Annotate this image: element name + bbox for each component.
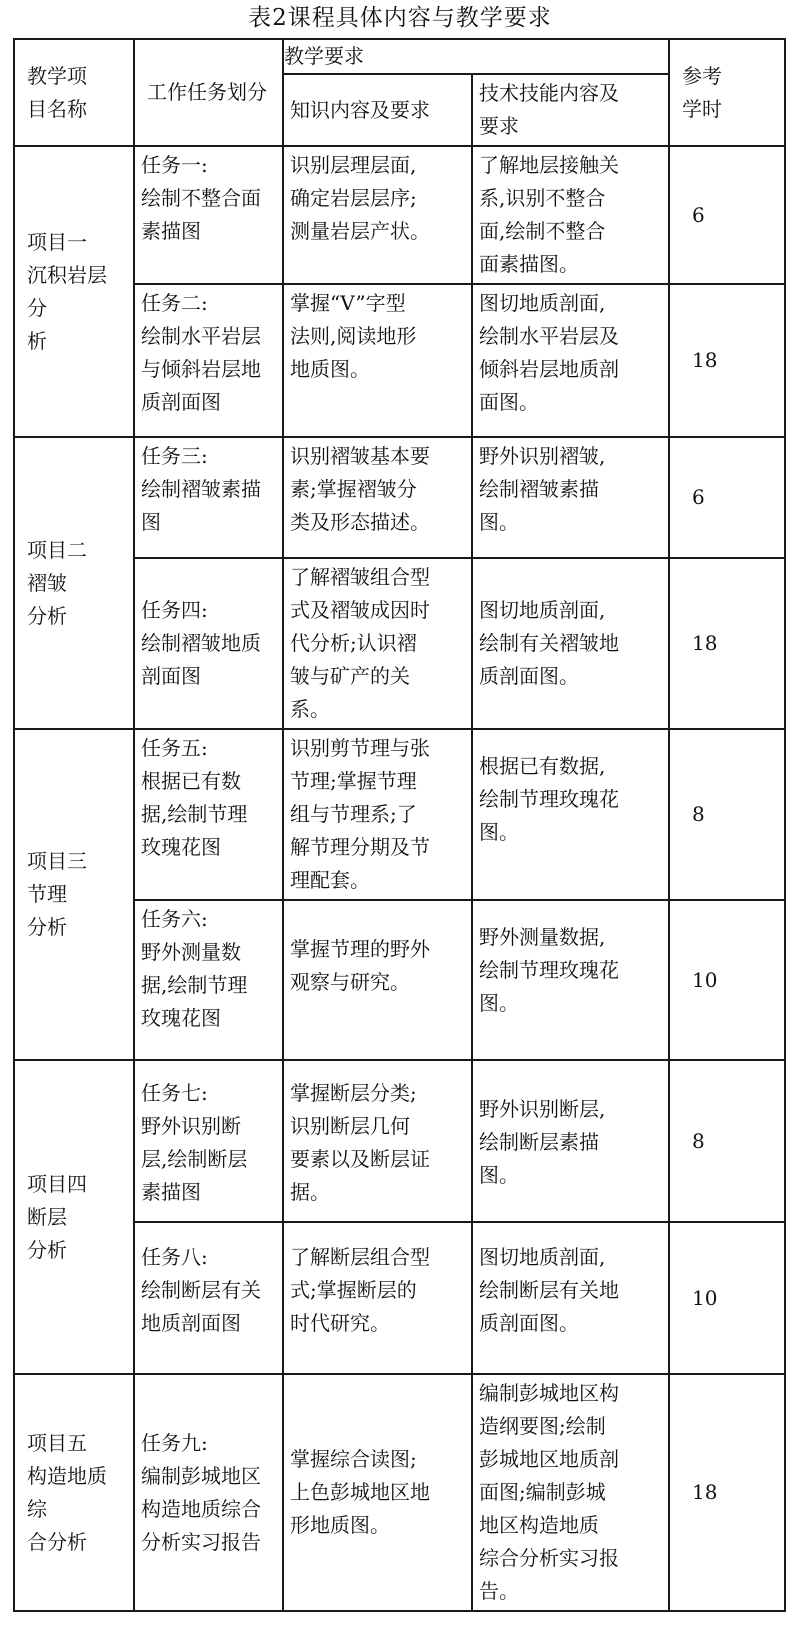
task-cell: 任务三: 绘制褶皱素描 图 (134, 437, 283, 558)
skill-cell: 野外识别断层, 绘制断层素描 图。 (472, 1060, 669, 1222)
hours-cell: 6 (669, 146, 785, 284)
knowledge-cell: 掌握节理的野外 观察与研究。 (283, 900, 472, 1060)
knowledge-cell: 掌握断层分类; 识别断层几何 要素以及断层证 据。 (283, 1060, 472, 1222)
task-cell: 任务四: 绘制褶皱地质 剖面图 (134, 558, 283, 729)
task-cell: 任务二: 绘制水平岩层 与倾斜岩层地 质剖面图 (134, 284, 283, 437)
project-name: 项目四 断层 分析 (14, 1060, 134, 1374)
skill-cell: 图切地质剖面, 绘制断层有关地 质剖面图。 (472, 1222, 669, 1374)
table-title: 表2课程具体内容与教学要求 (248, 5, 552, 31)
knowledge-cell: 掌握综合读图; 上色彭城地区地 形地质图。 (283, 1374, 472, 1611)
skill-cell: 图切地质剖面, 绘制水平岩层及 倾斜岩层地质剖 面图。 (472, 284, 669, 437)
hours-cell: 18 (669, 284, 785, 437)
header-knowledge: 知识内容及要求 (283, 74, 472, 146)
hours-cell: 10 (669, 900, 785, 1060)
hours-cell: 10 (669, 1222, 785, 1374)
skill-cell: 野外识别褶皱, 绘制褶皱素描 图。 (472, 437, 669, 558)
hours-cell: 8 (669, 1060, 785, 1222)
knowledge-cell: 了解褶皱组合型 式及褶皱成因时 代分析;认识褶 皱与矿产的关 系。 (283, 558, 472, 729)
hours-cell: 6 (669, 437, 785, 558)
task-cell: 任务九: 编制彭城地区 构造地质综合 分析实习报告 (134, 1374, 283, 1611)
skill-cell: 根据已有数据, 绘制节理玫瑰花 图。 (472, 729, 669, 900)
knowledge-cell: 掌握“V”字型 法则,阅读地形 地质图。 (283, 284, 472, 437)
hours-cell: 18 (669, 1374, 785, 1611)
knowledge-cell: 了解断层组合型 式;掌握断层的 时代研究。 (283, 1222, 472, 1374)
knowledge-cell: 识别褶皱基本要 素;掌握褶皱分 类及形态描述。 (283, 437, 472, 558)
skill-cell: 野外测量数据, 绘制节理玫瑰花 图。 (472, 900, 669, 1060)
project-name: 项目五 构造地质综 合分析 (14, 1374, 134, 1611)
task-cell: 任务一: 绘制不整合面 素描图 (134, 146, 283, 284)
header-project: 教学项 目名称 (14, 39, 134, 146)
skill-cell: 了解地层接触关 系,识别不整合 面,绘制不整合 面素描图。 (472, 146, 669, 284)
course-content-table (13, 38, 786, 1612)
project-name: 项目一 沉积岩层分 析 (14, 146, 134, 437)
header-hours: 参考 学时 (669, 39, 785, 146)
hours-cell: 8 (669, 729, 785, 900)
project-name: 项目二 褶皱 分析 (14, 437, 134, 729)
header-task: 工作任务划分 (134, 39, 283, 146)
skill-cell: 图切地质剖面, 绘制有关褶皱地 质剖面图。 (472, 558, 669, 729)
knowledge-cell: 识别层理层面, 确定岩层层序; 测量岩层产状。 (283, 146, 472, 284)
hours-cell: 18 (669, 558, 785, 729)
header-skill: 技术技能内容及 要求 (472, 74, 669, 146)
skill-cell: 编制彭城地区构 造纲要图;绘制 彭城地区地质剖 面图;编制彭城 地区构造地质 综合分析实习报 告。 (472, 1374, 669, 1611)
knowledge-cell: 识别剪节理与张 节理;掌握节理 组与节理系;了 解节理分期及节 理配套。 (283, 729, 472, 900)
task-cell: 任务五: 根据已有数 据,绘制节理 玫瑰花图 (134, 729, 283, 900)
task-cell: 任务七: 野外识别断 层,绘制断层 素描图 (134, 1060, 283, 1222)
task-cell: 任务六: 野外测量数 据,绘制节理 玫瑰花图 (134, 900, 283, 1060)
header-teaching: 教学要求 (283, 39, 669, 74)
task-cell: 任务八: 绘制断层有关 地质剖面图 (134, 1222, 283, 1374)
project-name: 项目三 节理 分析 (14, 729, 134, 1060)
